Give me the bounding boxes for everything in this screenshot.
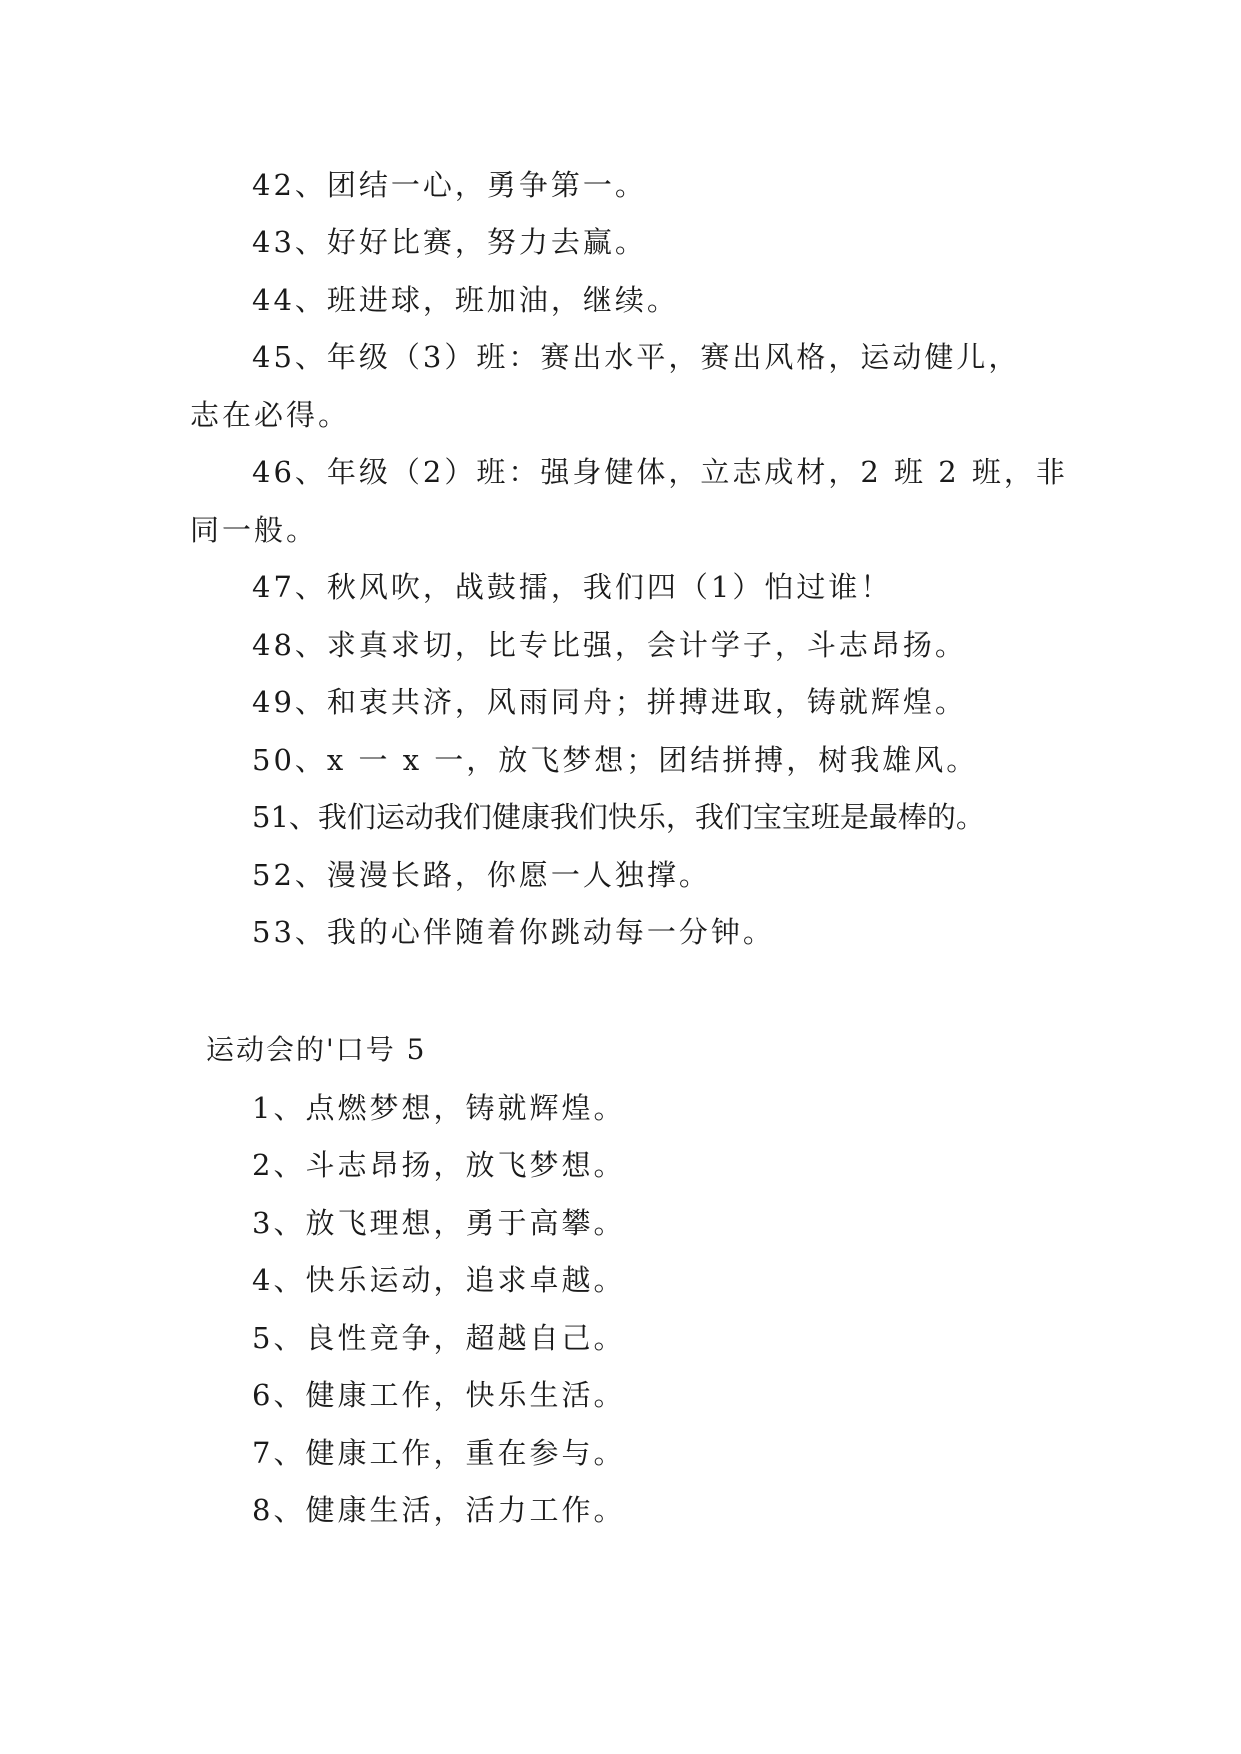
- slogan-49: 49、和衷共济，风雨同舟；拼搏进取，铸就辉煌。: [252, 685, 967, 719]
- slogan-44: 44、班进球，班加油，继续。: [252, 283, 679, 317]
- section-heading: 运动会的'口号 5: [206, 1033, 427, 1066]
- slogan-48: 48、求真求切，比专比强，会计学子，斗志昂扬。: [252, 628, 967, 662]
- slogan-46-continued: 同一般。: [190, 513, 319, 547]
- slogan-50: 50、x 一 x 一，放飞梦想；团结拼搏，树我雄风。: [252, 743, 979, 777]
- slogan-5: 5、良性竞争，超越自己。: [252, 1321, 626, 1355]
- slogan-47: 47、秋风吹，战鼓擂，我们四（1）怕过谁！: [252, 570, 893, 604]
- slogan-6: 6、健康工作，快乐生活。: [252, 1378, 626, 1412]
- slogan-45: 45、年级（3）班：赛出水平，赛出风格，运动健儿，: [252, 340, 1021, 374]
- slogan-3: 3、放飞理想，勇于高攀。: [252, 1206, 626, 1240]
- slogan-51: 51、我们运动我们健康我们快乐，我们宝宝班是最棒的。: [252, 800, 985, 834]
- slogan-1: 1、点燃梦想，铸就辉煌。: [252, 1091, 626, 1125]
- slogan-42: 42、团结一心，勇争第一。: [252, 168, 647, 202]
- slogan-43: 43、好好比赛，努力去赢。: [252, 225, 647, 259]
- slogan-52: 52、漫漫长路，你愿一人独撑。: [252, 858, 711, 892]
- slogan-46: 46、年级（2）班：强身健体，立志成材，2 班 2 班，非: [252, 455, 1068, 489]
- slogan-2: 2、斗志昂扬，放飞梦想。: [252, 1148, 626, 1182]
- slogan-7: 7、健康工作，重在参与。: [252, 1436, 626, 1470]
- slogan-4: 4、快乐运动，追求卓越。: [252, 1263, 626, 1297]
- slogan-45-continued: 志在必得。: [190, 398, 351, 432]
- slogan-8: 8、健康生活，活力工作。: [252, 1493, 626, 1527]
- slogan-53: 53、我的心伴随着你跳动每一分钟。: [252, 915, 775, 949]
